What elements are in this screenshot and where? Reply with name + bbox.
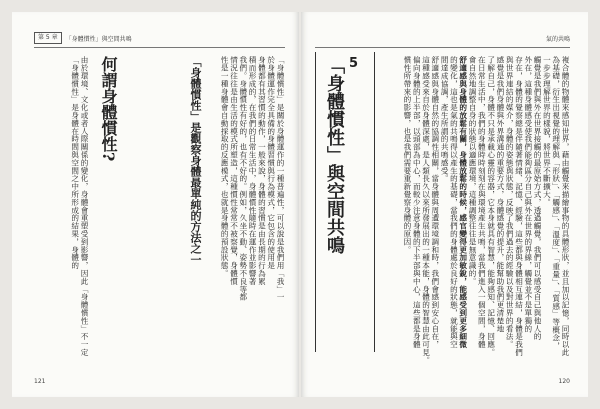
text-line: 外在，這種身體感受使我們能夠區分自己與外在世界的界線，觸覺並不是單獨的 — [523, 56, 533, 333]
text-line: 由於環境、文化或者人際關係的變化，身體會重塑受到影響，因此「身體慣性」不一定 — [80, 56, 89, 357]
text-line: 觸覺是我們與外在世界接觸的最原始方式，透過觸覺，我們可以感受自己與他人的 — [533, 56, 543, 341]
text-line: 慣性所帶來的影響，也是我們需要重新覺察身體的原因。 — [402, 56, 412, 254]
text-line: 在日常生活中，我們的身體時時刻刻在與環境產生共鳴，當我們進入一個空間，身體 — [477, 56, 487, 349]
text-line: 性是一種身體會自動採取的反應模式，也就是身體的預設狀態。 — [220, 56, 230, 278]
text-line: 的變化，這也是氣的共鳴得以產生的基礎，當我們的身體處於良好的狀態，就能與空 — [449, 56, 459, 349]
text-line: 舒適感與身體的放鬆有關，身體放鬆的時候，感官變得更加敏銳，能感受到更多細微 — [458, 56, 468, 349]
text-line: 於身體運作完全具備的身體習慣與行為模式，它包含的使用是 — [266, 56, 276, 270]
text-line: 這種感受來自於身體深處，是人類長久以來所發展出的一種本能，身體的智慧由此可見。 — [421, 56, 431, 365]
book-spread — [12, 12, 588, 397]
page-number: 121 — [34, 378, 46, 385]
text-line: 舒適感與身體自然的協調性相關，當身體與周遭環境調和時，我們會感到安心自在， — [430, 56, 440, 349]
text-line: 會自然地調整自身的狀態以適應環境，這種調整往往是無意識的。 — [468, 56, 478, 286]
chapter-title: 「身體慣性」與空間共鳴 — [324, 56, 345, 254]
section-title: 何謂身體慣性? — [99, 56, 118, 162]
chapter-number: 5 — [349, 56, 359, 71]
body-text-continued — [33, 56, 89, 376]
text-line: 「身體慣性」是關於身體運作的一種普遍性，可以說是我們用「我」一 — [276, 56, 285, 301]
header-rule — [34, 47, 285, 48]
body-text — [381, 56, 570, 376]
text-line: 與世界連結的媒介，身體的姿態與狀態，反映了我們過去的經驗以及對世界的看法。 — [505, 56, 515, 349]
running-header — [34, 32, 132, 44]
text-line: 存在，身體的覺察總是伴隨著情緒、記憶、經驗，這些都與身體相互連結，身體是我們 — [514, 56, 524, 357]
text-line: 偏向身體的上半部，以頭部為中心，而較少注意身體的下半部與中心，這些都是身體 — [412, 56, 422, 349]
text-line: 情況往往是由生活的模式所塑造，這種慣性常常不被察覺，身體慣 — [229, 56, 239, 286]
section-subheading: 「身體慣性」是觀察身體最單純的方法之一 — [189, 56, 202, 265]
chapter-header-title: 「身體慣性」與空間共鳴 — [65, 35, 132, 43]
body-text — [215, 56, 285, 376]
chapter-label: 第 5 章 — [34, 32, 62, 44]
book-header-title: 氣的共鳴 — [545, 35, 570, 43]
header-rule — [315, 47, 570, 48]
text-line: 複合體的物體來感知世界，藉由觸覺來描繪事物的具體形狀，並且加以記憶，同時以此 — [561, 56, 570, 357]
right-page — [301, 12, 588, 397]
running-header — [546, 32, 570, 44]
text-line: 感覺是我們身體與外界溝通的重要方式，身體感覺的提升，能幫助我們更清楚地 — [495, 56, 505, 333]
text-line: 了解自己，身體不只是承載心靈的容器，它本身就具有智慧，能夠感知、記憶、回應。 — [486, 56, 496, 357]
text-line: 我們。身體慣性有好的，也有不好的。例如，久坐不動、姿勢不良等都 — [238, 56, 248, 301]
text-line: 「身體慣性」是身體在時間與空間之中所形成的結果，身體的 — [70, 56, 80, 270]
text-line: 身體都有其習慣的動作，一般來說，身體的習慣是由長期的行為累 — [257, 56, 267, 286]
text-line: 一步步理解世界的樣貌，將世界不斷擴大。 — [542, 56, 552, 207]
text-line: 為基礎，衍生出視覺的理解與「形狀」、「觸感」、「溫度」、「重量」、「質感」等概念， — [551, 56, 561, 350]
text-line: 積而形成的，在我們的日常生活中，身體慣性隨時在運作並影響著 — [248, 56, 258, 286]
left-page — [12, 12, 299, 397]
text-line: 間達成協調，產生所謂的共鳴感受。 — [440, 56, 450, 183]
page-number: 120 — [558, 378, 570, 385]
